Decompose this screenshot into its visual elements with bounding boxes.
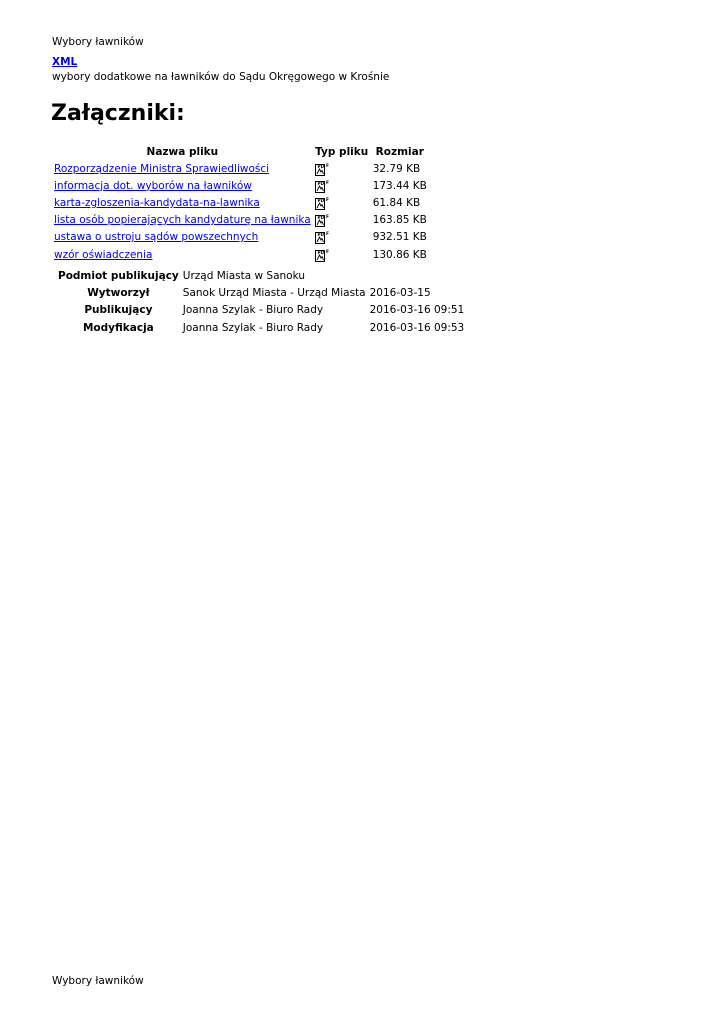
- metadata-row-modified: [56, 319, 466, 336]
- published-by: Joanna Szylak - Biuro Rady: [182, 304, 324, 317]
- metadata-row-published: [56, 302, 466, 319]
- svg-text:F: F: [325, 215, 329, 221]
- column-header-file-size: Rozmiar: [375, 146, 424, 158]
- metadata-table: [56, 267, 466, 336]
- svg-text:PD: PD: [317, 232, 324, 238]
- modified-by: Joanna Szylak - Biuro Rady: [182, 321, 324, 334]
- file-size: 61.84 KB: [372, 196, 421, 209]
- table-row: [52, 177, 429, 194]
- svg-text:PD: PD: [317, 197, 324, 203]
- file-link[interactable]: wzór oświadczenia: [54, 248, 153, 261]
- table-row: [52, 246, 429, 263]
- published-date: 2016-03-16 09:51: [369, 304, 465, 317]
- attachments-table: [52, 144, 429, 263]
- file-size: 163.85 KB: [372, 214, 427, 227]
- table-row: [52, 212, 429, 229]
- page-header-title: Wybory ławników: [52, 36, 144, 48]
- file-link[interactable]: lista osób popierających kandydaturę na ławnika: [54, 214, 311, 227]
- publisher-value: Urząd Miasta w Sanoku: [182, 269, 306, 282]
- attachments-header-row: [52, 144, 429, 160]
- metadata-row-publisher: [56, 267, 466, 284]
- column-header-file-type: Typ pliku: [315, 146, 369, 158]
- publisher-label: Podmiot publikujący: [58, 269, 179, 282]
- svg-text:PD: PD: [317, 249, 324, 255]
- file-link[interactable]: ustawa o ustroju sądów powszechnych: [54, 231, 259, 244]
- modified-date: 2016-03-16 09:53: [369, 321, 465, 334]
- published-label: Publikujący: [84, 304, 153, 317]
- file-link[interactable]: Rozporządzenie Ministra Sprawiedliwości: [54, 162, 270, 175]
- created-by: Sanok Urząd Miasta - Urząd Miasta: [182, 286, 366, 299]
- svg-text:PD: PD: [317, 215, 324, 221]
- pdf-icon: [315, 230, 331, 244]
- metadata-row-created: [56, 284, 466, 301]
- document-subtitle: wybory dodatkowe na ławników do Sądu Okręgowego w Krośnie: [52, 71, 390, 83]
- page-footer-title: Wybory ławników: [52, 975, 144, 987]
- svg-text:F: F: [325, 249, 329, 255]
- file-size: 173.44 KB: [372, 179, 427, 192]
- created-date: 2016-03-15: [369, 286, 431, 299]
- pdf-icon: [315, 248, 331, 262]
- table-row: [52, 194, 429, 211]
- table-row: [52, 160, 429, 177]
- pdf-icon: [315, 213, 331, 227]
- file-size: 32.79 KB: [372, 162, 421, 175]
- created-label: Wytworzył: [87, 286, 150, 299]
- svg-text:F: F: [325, 180, 329, 186]
- file-link[interactable]: informacja dot. wyborów na ławników: [54, 179, 252, 192]
- attachments-heading: Załączniki:: [51, 101, 185, 126]
- file-size: 932.51 KB: [372, 231, 427, 244]
- file-link[interactable]: karta-zgloszenia-kandydata-na-lawnika: [54, 196, 260, 209]
- column-header-file-name: Nazwa pliku: [146, 146, 219, 158]
- xml-link[interactable]: XML: [52, 56, 78, 68]
- table-row: [52, 229, 429, 246]
- svg-text:F: F: [325, 197, 329, 203]
- svg-text:PD: PD: [317, 180, 324, 186]
- svg-text:F: F: [325, 163, 329, 169]
- pdf-icon: [315, 162, 331, 176]
- svg-text:PD: PD: [317, 163, 324, 169]
- modified-label: Modyfikacja: [82, 321, 154, 334]
- pdf-icon: [315, 179, 331, 193]
- svg-text:F: F: [325, 232, 329, 238]
- pdf-icon: [315, 196, 331, 210]
- file-size: 130.86 KB: [372, 248, 427, 261]
